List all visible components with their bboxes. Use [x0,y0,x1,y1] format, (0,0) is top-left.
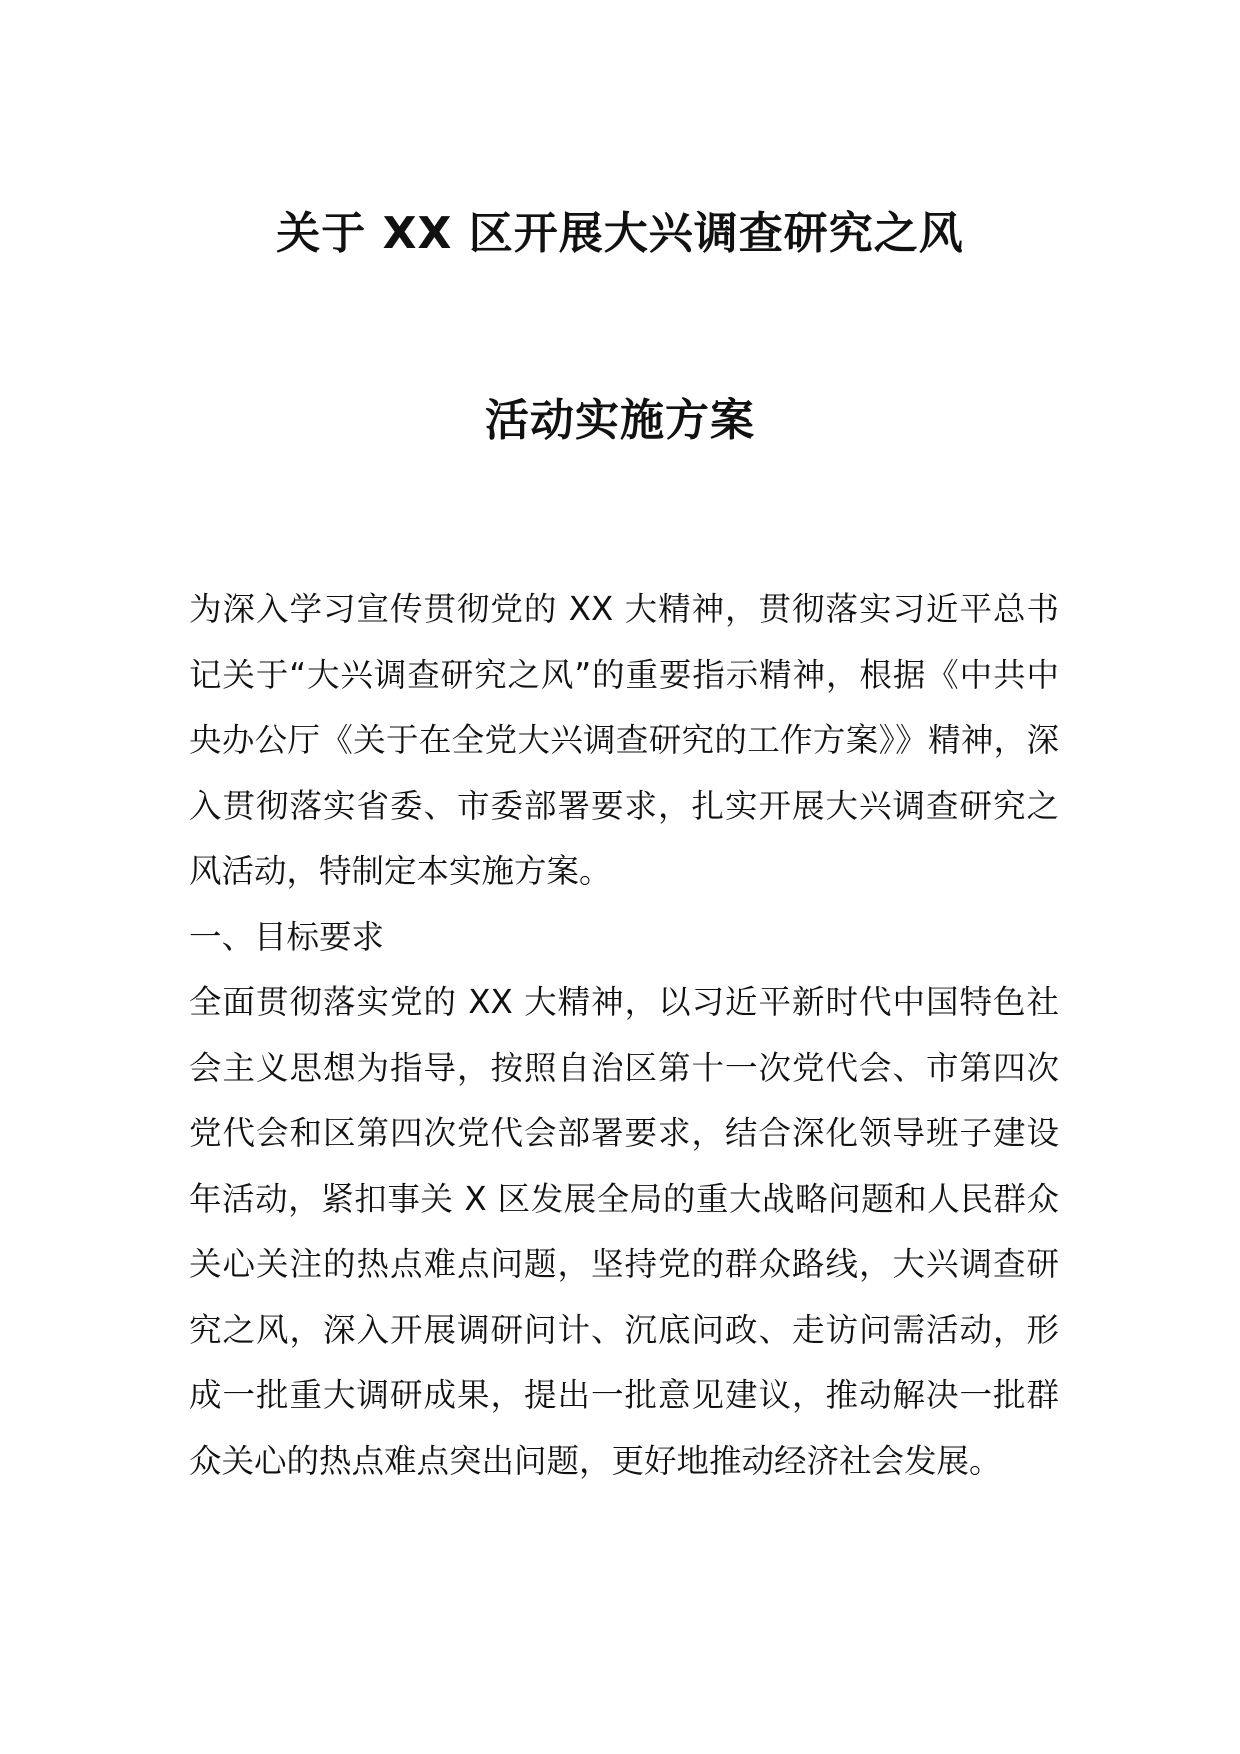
section-paragraph-goals: 全面贯彻落实党的 XX 大精神，以习近平新时代中国特色社会主义思想为指导，按照自治区第十一次党代会、市第四次党代会和区第四次党代会部署要求，结合深化领导班子建设年活动，紧扣事关 X 区发展全局的重大战略问题和人民群众关心关注的热点难点问题，坚持党的群众路线，大兴调查研究之风，深入开展调研问计、沉底问政、走访问需活动，形成一批重大调研成果，提出一批意见建议，推动解决一批群众关心的热点难点突出问题，更好地推动经济社会发展。 [189,983,1059,1480]
intro-paragraph: 为深入学习宣传贯彻党的 XX 大精神，贯彻落实习近平总书记关于“大兴调查研究之风”的重要指示精神，根据《中共中央办公厅《关于在全党大兴调查研究的工作方案》》精神，深入贯彻落实省委、市委部署要求，扎实开展大兴调查研究之风活动，特制定本实施方案。 [189,590,1059,890]
document-body [189,577,1059,1494]
document-title-line-1: 关于 XX 区开展大兴调查研究之风 [276,208,964,259]
document-title-line-2: 活动实施方案 [485,395,755,446]
section-heading-goals: 一、目标要求 [189,917,385,956]
